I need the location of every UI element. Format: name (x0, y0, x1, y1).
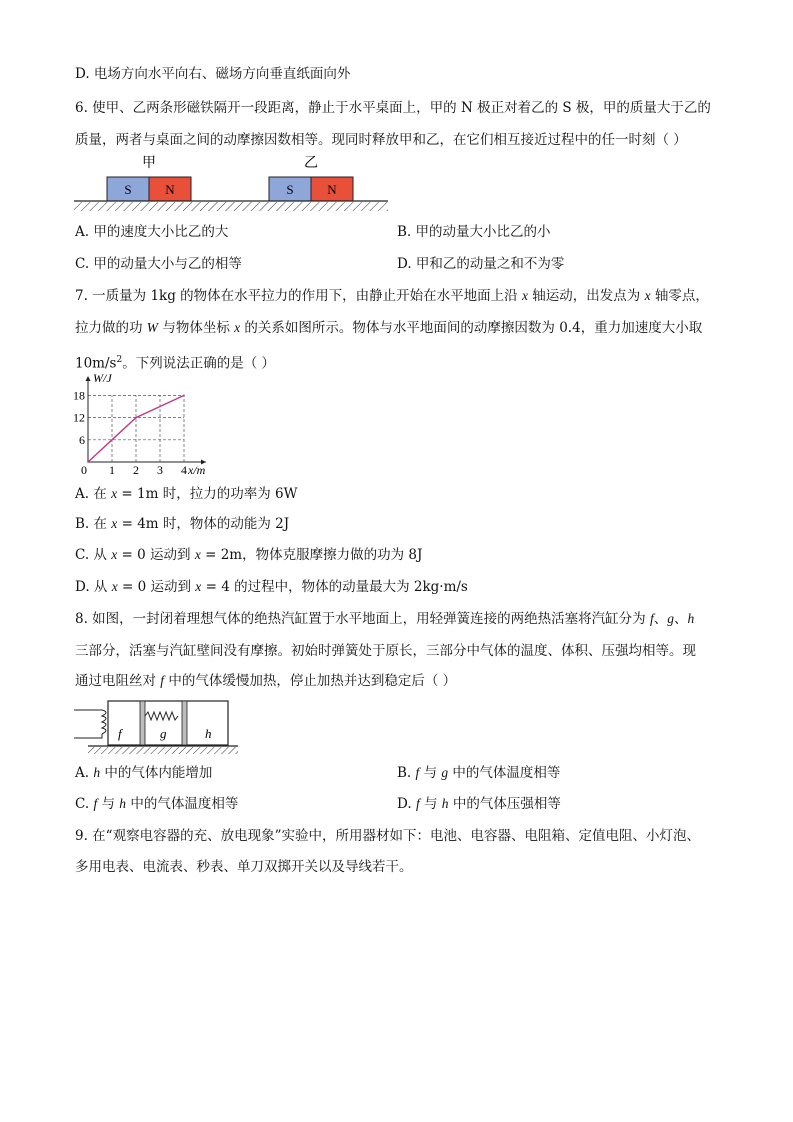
yi-n-pole: N (327, 182, 337, 197)
q7-stem-line1: 7. 一质量为 1kg 的物体在水平拉力的作用下，由静止开始在水平地面上沿 x 轴运动，出发点为 x 轴零点， (75, 288, 709, 304)
q8-stem-line3: 通过电阻丝对 f 中的气体缓慢加热，停止加热并达到稳定后（ ） (75, 673, 457, 689)
q8-cylinder-figure (72, 698, 244, 756)
q8-option-a: A. h 中的气体内能增加 (75, 765, 213, 781)
jia-s-pole: S (124, 182, 132, 197)
q6-option-a: A. 甲的速度大小比乙的大 (75, 224, 229, 240)
q7-option-b: B. 在 x = 4m 时，物体的动能为 2J (75, 516, 290, 532)
q6-stem-line2: 质量，两者与桌面之间的动摩擦因数相等。现同时释放甲和乙，在它们相互接近过程中的任一时刻（ ） (75, 132, 687, 148)
q6-option-b: B. 甲的动量大小比乙的小 (397, 224, 551, 240)
q6-option-c: C. 甲的动量大小与乙的相等 (75, 256, 242, 272)
label-jia: 甲 (142, 156, 156, 171)
magnet-yi (269, 177, 353, 201)
y-axis-arrow (86, 376, 91, 381)
q8-stem-line2: 三部分，活塞与汽缸壁间没有摩擦。初始时弹簧处于原长，三部分中气体的温度、体积、压强均相等。现 (75, 643, 696, 659)
y-tick-label: 18 (73, 388, 85, 403)
x-tick-label: 3 (157, 463, 163, 474)
data-point (135, 417, 137, 419)
q8-option-c: C. f 与 h 中的气体温度相等 (75, 796, 239, 812)
x-tick-label: 4 (181, 463, 187, 474)
jia-n-pole: N (165, 182, 175, 197)
x-tick-label: 2 (133, 463, 139, 474)
label-h: h (205, 726, 212, 741)
piston-right (182, 701, 187, 745)
label-g: g (160, 726, 167, 741)
data-point (87, 461, 89, 463)
heater-wire (74, 710, 106, 738)
piston-left (140, 701, 145, 745)
q7-work-displacement-chart (72, 372, 232, 474)
q8-option-d: D. f 与 h 中的气体压强相等 (397, 796, 561, 812)
label-f: f (118, 726, 122, 741)
q8-option-b: B. f 与 g 中的气体温度相等 (397, 765, 561, 781)
ground-hatching (88, 747, 238, 754)
q7-option-a: A. 在 x = 1m 时，拉力的功率为 6W (75, 486, 298, 502)
y-tick-label: 6 (79, 432, 85, 447)
yi-s-pole: S (286, 182, 294, 197)
y-tick-label: 12 (73, 410, 85, 425)
q9-stem-line1: 9. 在“观察电容器的充、放电现象”实验中，所用器材如下：电池、电容器、电阻箱、定值电阻、小灯泡、 (75, 828, 700, 844)
label-yi: 乙 (304, 156, 318, 171)
q5-option-d: D. 电场方向水平向右、磁场方向垂直纸面向外 (75, 66, 351, 82)
q6-magnet-figure (72, 152, 392, 214)
y-axis-label: W/J (93, 372, 112, 385)
q7-stem-line2: 拉力做的功 W 与物体坐标 x 的关系如图所示。物体与水平地面间的动摩擦因数为 0.4，重力加速度大小取 (75, 320, 703, 336)
table-hatching (74, 202, 388, 211)
q7-option-c: C. 从 x = 0 运动到 x = 2m，物体克服摩擦力做的功为 8J (75, 547, 423, 563)
spring (145, 712, 178, 720)
q6-option-d: D. 甲和乙的动量之和不为零 (397, 256, 565, 272)
magnet-jia (107, 177, 191, 201)
q6-stem-line1: 6. 使甲、乙两条形磁铁隔开一段距离，静止于水平桌面上，甲的 N 极正对着乙的 S 极，甲的质量大于乙的 (75, 100, 711, 116)
q9-stem-line2: 多用电表、电流表、秒表、单刀双掷开关以及导线若干。 (75, 859, 413, 875)
q7-option-d: D. 从 x = 0 运动到 x = 4 的过程中，物体的动量最大为 2kg·m/s (75, 579, 468, 595)
x-axis-label: x/m (188, 463, 206, 474)
x-tick-label: 0 (81, 463, 87, 474)
q8-stem-line1: 8. 如图，一封闭着理想气体的绝热汽缸置于水平地面上，用轻弹簧连接的两绝热活塞将汽缸分为 f、g、h (75, 611, 695, 627)
data-point (183, 395, 185, 397)
x-tick-label: 1 (109, 463, 115, 474)
q7-stem-line3: $10m/s^2$。下列说法正确的是（ ） (75, 355, 275, 372)
